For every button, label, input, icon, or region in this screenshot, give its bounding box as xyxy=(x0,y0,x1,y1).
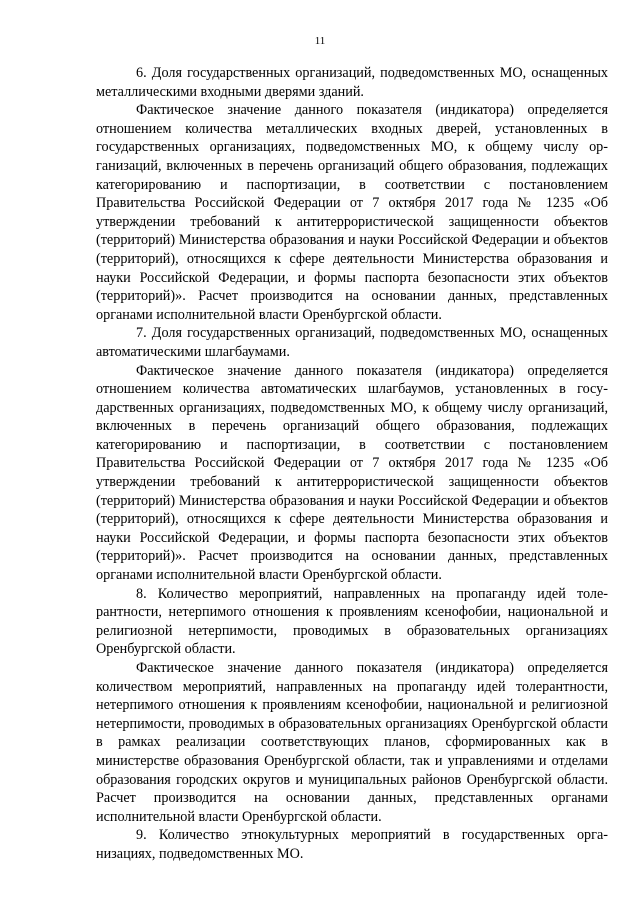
paragraph-item-8-description: Фактическое значение данного показателя (индикатора) определяется количеством мероприятий, направленных на пропаганду идей толерантности, нетерпимого отношения к проявлениям ксенофобии, национальной и религиозной нетерпимости, проводимых в образовательных организациях Оренбургской области в рамках реализации соответствующих планов, сформированных как в министерстве образования Оренбургской области, так и управлениями и отделами образования городских округов и муниципальных районов Оренбургской области. Расчет производится на основании данных, представленных органами исполнительной власти Оренбургской области. xyxy=(96,660,608,825)
paragraph-item-7-title: 7. Доля государственных организаций, подведомственных МО, оснащенных автоматическими шлагбаумами. xyxy=(96,325,608,360)
page-number: 11 xyxy=(314,35,326,47)
paragraph-item-6-title: 6. Доля государственных организаций, подведомственных МО, оснащенных металлическими входными дверями зданий. xyxy=(96,65,608,100)
document-body xyxy=(96,64,608,864)
paragraph-item-8-title: 8. Количество мероприятий, направленных на пропаганду идей толерантности, нетерпимого отношения к проявлениям ксенофобии, национальной и религиозной нетерпимости, проводимых в образовательных организациях Оренбургской области. xyxy=(96,585,608,658)
paragraph-item-9-title: 9. Количество этнокультурных мероприятий в государственных организациях, подведомственных МО. xyxy=(96,827,608,862)
paragraph-item-6-description: Фактическое значение данного показателя (индикатора) определяется отношением количества металлических входных дверей, установленных в государственных организациях, подведомственных МО, к общему числу организаций, включенных в перечень организаций общего образования, подлежащих категорированию и паспортизации, в соответствии с постановлением Правительства Российской Федерации от 7 октября 2017 года № 1235 «Об утверждении требований к антитеррористической защищенности объектов (территорий) Министерства образования и науки Российской Федерации и объектов (территорий), относящихся к сфере деятельности Министерства образования и науки Российской Федерации, и формы паспорта безопасности этих объектов (территорий)». Расчет производится на основании данных, представленных органами исполнительной власти Оренбургской области. xyxy=(96,102,608,323)
paragraph-item-7-description: Фактическое значение данного показателя (индикатора) определяется отношением количества автоматических шлагбаумов, установленных в государственных организациях, подведомственных МО, к общему числу организаций, включенных в перечень организаций общего образования, подлежащих категорированию и паспортизации, в соответствии с постановлением Правительства Российской Федерации от 7 октября 2017 года № 1235 «Об утверждении требований к антитеррористической защищенности объектов (территорий) Министерства образования и науки Российской Федерации и объектов (территорий), относящихся к сфере деятельности Министерства образования и науки Российской Федерации, и формы паспорта безопасности этих объектов (территорий)». Расчет производится на основании данных, представленных органами исполнительной власти Оренбургской области. xyxy=(96,362,608,584)
